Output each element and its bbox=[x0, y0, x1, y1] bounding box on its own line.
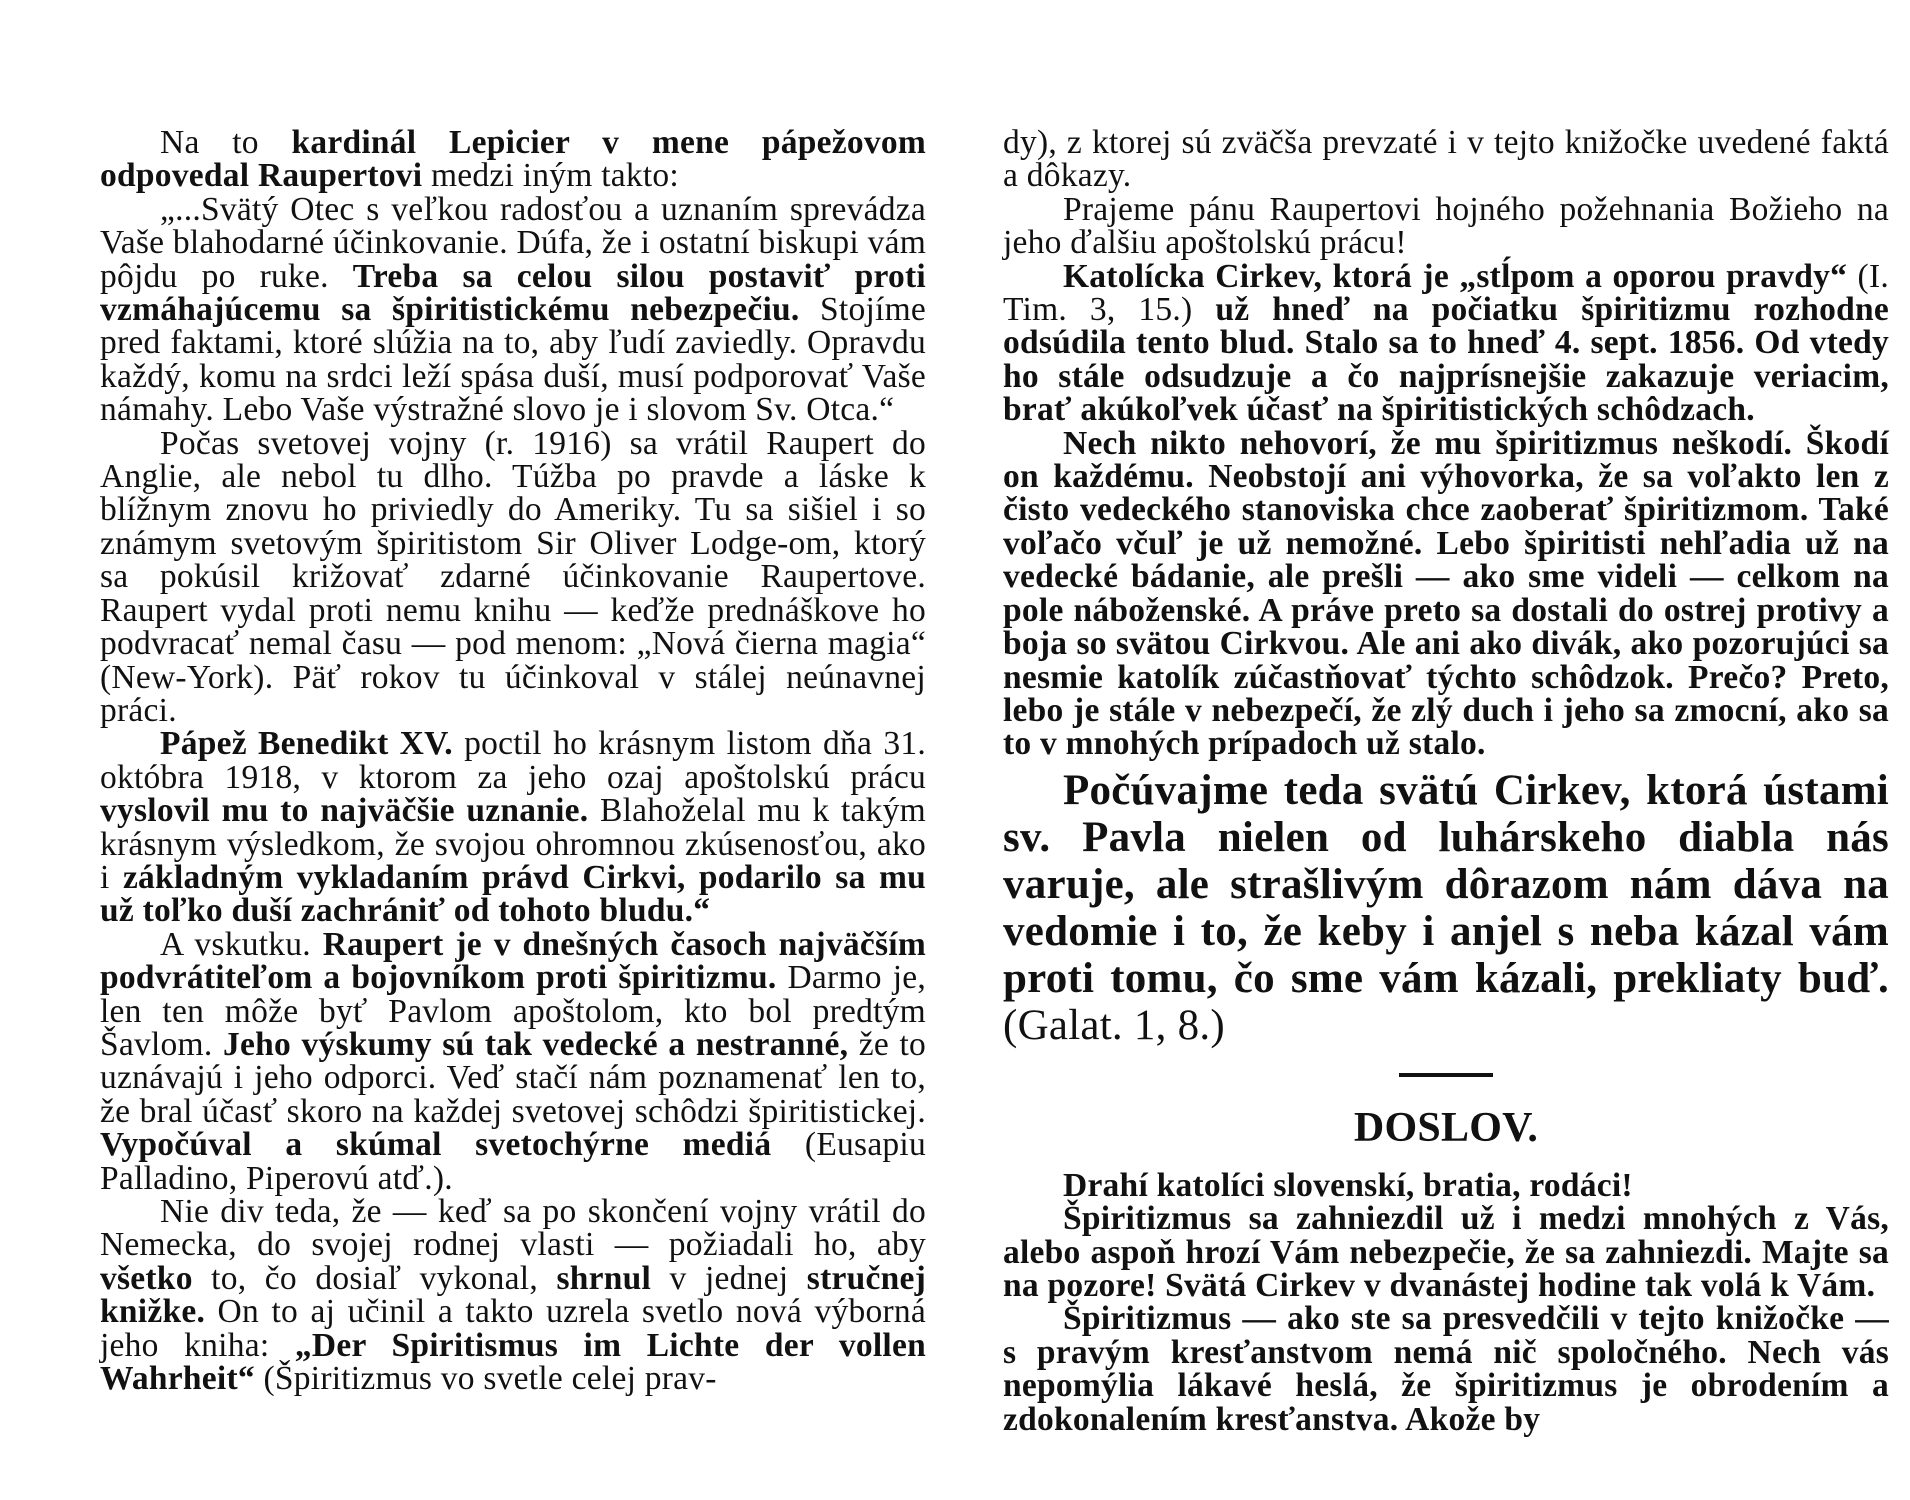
left-column bbox=[100, 124, 927, 1398]
section-heading: DOSLOV. bbox=[1353, 1104, 1539, 1151]
emphasis-paragraph: Počúvajme teda svätú Cirkev, ktorá ústami sv. Pavla nielen od luhárskeho diabla nás varuje, ale strašlivým dôrazom nám dáva na vedomie i to, že keby i anjel s neba kázal vám proti tomu, čo sme vám kázali, prekliaty buď. (Galat. 1, 8.) bbox=[1003, 766, 1889, 1049]
paragraph: Na to kardinál Lepicier v mene pápežovom odpovedal Raupertovi medzi iným takto: bbox=[100, 124, 926, 195]
paragraph: A vskutku. Raupert je v dnešných časoch najväčším podvrátiteľom a bojovníkom proti špiritizmu. Darmo je, len ten môže byť Pavlom apoštolom, kto bol predtým Šavlom. Jeho výskumy sú tak vedecké a nestranné, že to uznávajú i jeho odporci. Veď stačí nám poznamenať len to, že bral účasť skoro na každej svetovej schôdzi špiritistickej. Vypočúval a skúmal svetochýrne mediá (Eusapiu Palladino, Piperovú atď.). bbox=[100, 925, 927, 1197]
quote-paragraph: „...Svätý Otec s veľkou radosťou a uznaním sprevádza Vaše blahodarné účinkovanie. Dúfa, že i ostatní biskupi vám pôjdu po ruke. Treba sa celou silou postaviť proti vzmáhajúcemu sa špiritistickému nebezpečiu. Stojíme pred faktami, ktoré slúžia na to, aby ľudí zaviedly. Opravdu každý, komu na srdci leží spása duší, musí podporovať Vaše námahy. Lebo Vaše výstražné slovo je i slovom Sv. Otca.“ bbox=[100, 190, 926, 429]
paragraph: Drahí katolíci slovenskí, bratia, rodáci! bbox=[1063, 1166, 1633, 1204]
section-divider bbox=[1399, 1073, 1493, 1077]
paragraph: Špiritizmus — ako ste sa presvedčili v tejto knižočke — s pravým kresťanstvom nemá nič spoločného. Nech vás nepomýlia lákavé heslá, že špiritizmus je obrodením a zdokonalením kresťanstva. Akože by bbox=[1003, 1300, 1889, 1438]
paragraph: Nie div teda, že — keď sa po skončení vojny vrátil do Nemecka, do svojej rodnej vlasti — požiadali ho, aby všetko to, čo dosiaľ vykonal, shrnul v jednej stručnej knižke. On to aj učinil a takto uzrela svetlo nová výborná jeho kniha: „Der Spiritismus im Lichte der vollen Wahrheit“ (Špiritizmus vo svetle celej prav- bbox=[100, 1193, 926, 1398]
paragraph: dy), z ktorej sú zväčša prevzaté i v tejto knižočke uvedené faktá a dôkazy. bbox=[1003, 124, 1889, 195]
paragraph: Prajeme pánu Raupertovi hojného požehnania Božieho na jeho ďalšiu apoštolskú prácu! bbox=[1003, 190, 1889, 262]
paragraph: Pápež Benedikt XV. poctil ho krásnym listom dňa 31. októbra 1918, v ktorom za jeho ozaj apoštolskú prácu vyslovil mu to najväčšie uznanie. Blahoželal mu k takým krásnym výsledkom, že svojou ohromnou zkúsenosťou, ako i základným vykladaním právd Cirkvi, podarilo sa mu už toľko duší zachrániť od tohoto bludu.“ bbox=[100, 725, 927, 930]
right-column bbox=[1003, 126, 1889, 1436]
paragraph: Počas svetovej vojny (r. 1916) sa vrátil Raupert do Anglie, ale nebol tu dlho. Túžba po pravde a láske k blížnym znovu ho priviedly do Ameriky. Tu sa sišiel i so známym svetovým špiritistom Sir Oliver Lodge-om, ktorý sa pokúsil križovať zdarné účinkovanie Raupertove. Raupert vydal proti nemu knihu — keďže prednáškove ho podvracať nemal času — pod menom: „Nová čierna magia“ (New-York). Päť rokov tu účinkoval v stálej neúnavnej práci. bbox=[100, 424, 926, 729]
citation: (Galat. 1, 8.) bbox=[1003, 1001, 1226, 1049]
paragraph: Nech nikto nehovorí, že mu špiritizmus neškodí. Škodí on každému. Neobstojí ani výhovorka, že sa voľakto len z čisto vedeckého stanoviska chce zaoberať špiritizmom. Také voľačo včuľ je už nemožné. Lebo špiritisti nehľadia už na vedecké bádanie, ale prešli — ako sme videli — celkom na pole náboženské. A práve preto sa dostali do ostrej protivy a boja so svätou Cirkvou. Ale ani ako divák, ako pozorujúci sa nesmie katolík zúčastňovať týchto schôdzok. Prečo? Preto, lebo je stále v nebezpečí, že zlý duch i jeho sa zmocní, ako sa to v mnohých prípadoch už stalo. bbox=[1003, 424, 1889, 763]
paragraph: Katolícka Cirkev, ktorá je „stĺpom a oporou pravdy“ (I. Tim. 3, 15.) už hneď na počiatku špiritizmu rozhodne odsúdila tento blud. Stalo sa to hneď 4. sept. 1856. Od vtedy ho stále odsudzuje a čo najprísnejšie zakazuje veriacim, brať akúkoľvek účasť na špiritistických schôdzach. bbox=[1003, 257, 1889, 429]
paragraph: Špiritizmus sa zahniezdil už i medzi mnohých z Vás, alebo aspoň hrozí Vám nebezpečie, že sa zahniezdi. Majte sa na pozore! Svätá Cirkev v dvanástej hodine tak volá k Vám. bbox=[1003, 1200, 1889, 1304]
